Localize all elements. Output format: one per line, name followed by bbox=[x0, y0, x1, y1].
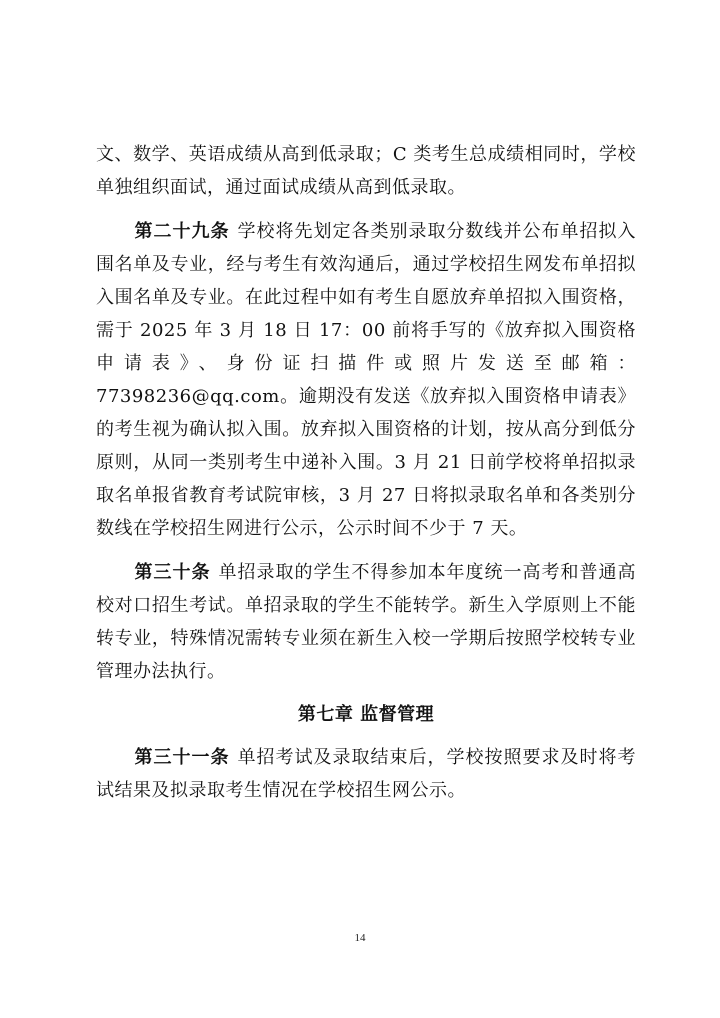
article-29-text: 学校将先划定各类别录取分数线并公布单招拟入围名单及专业，经与考生有效沟通后，通过学校招生网发布单招拟入围名单及专业。在此过程中如有考生自愿放弃单招拟入围资格，需于 2025 年 3 月 18 日 17：00 前将手写的《放弃拟入围资格申请表》、身份证扫描件或照片发送至邮箱：77398236@qq.com。逾期没有发送《放弃拟入围资格申请表》的考生视为确认拟入围。放弃拟入围资格的计划，按从高分到低分原则，从同一类别考生中递补入围。3 月 21 日前学校将单招拟录取名单报省教育考试院审核，3 月 27 日将拟录取名单和各类别分数线在学校招生网进行公示，公示时间不少于 7 天。 bbox=[96, 221, 636, 539]
article-30-text: 单招录取的学生不得参加本年度统一高考和普通高校对口招生考试。单招录取的学生不能转学。新生入学原则上不能转专业，特殊情况需转专业须在新生入校一学期后按照学校转专业管理办法执行。 bbox=[96, 562, 636, 682]
page-number: 14 bbox=[354, 932, 366, 944]
article-29 bbox=[96, 215, 636, 545]
article-30-label: 第三十条 bbox=[134, 562, 211, 583]
article-31-label: 第三十一条 bbox=[134, 747, 230, 768]
paragraph-continuation: 文、数学、英语成绩从高到低录取；C 类考生总成绩相同时，学校单独组织面试，通过面试成绩从高到低录取。 bbox=[96, 144, 636, 198]
article-31-text: 单招考试及录取结束后，学校按照要求及时将考试结果及拟录取考生情况在学校招生网公示。 bbox=[96, 747, 636, 801]
article-31 bbox=[96, 741, 636, 807]
article-30 bbox=[96, 556, 636, 688]
chapter-heading: 第七章 监督管理 bbox=[297, 704, 435, 725]
document-body bbox=[96, 138, 636, 807]
article-29-label: 第二十九条 bbox=[134, 221, 230, 242]
